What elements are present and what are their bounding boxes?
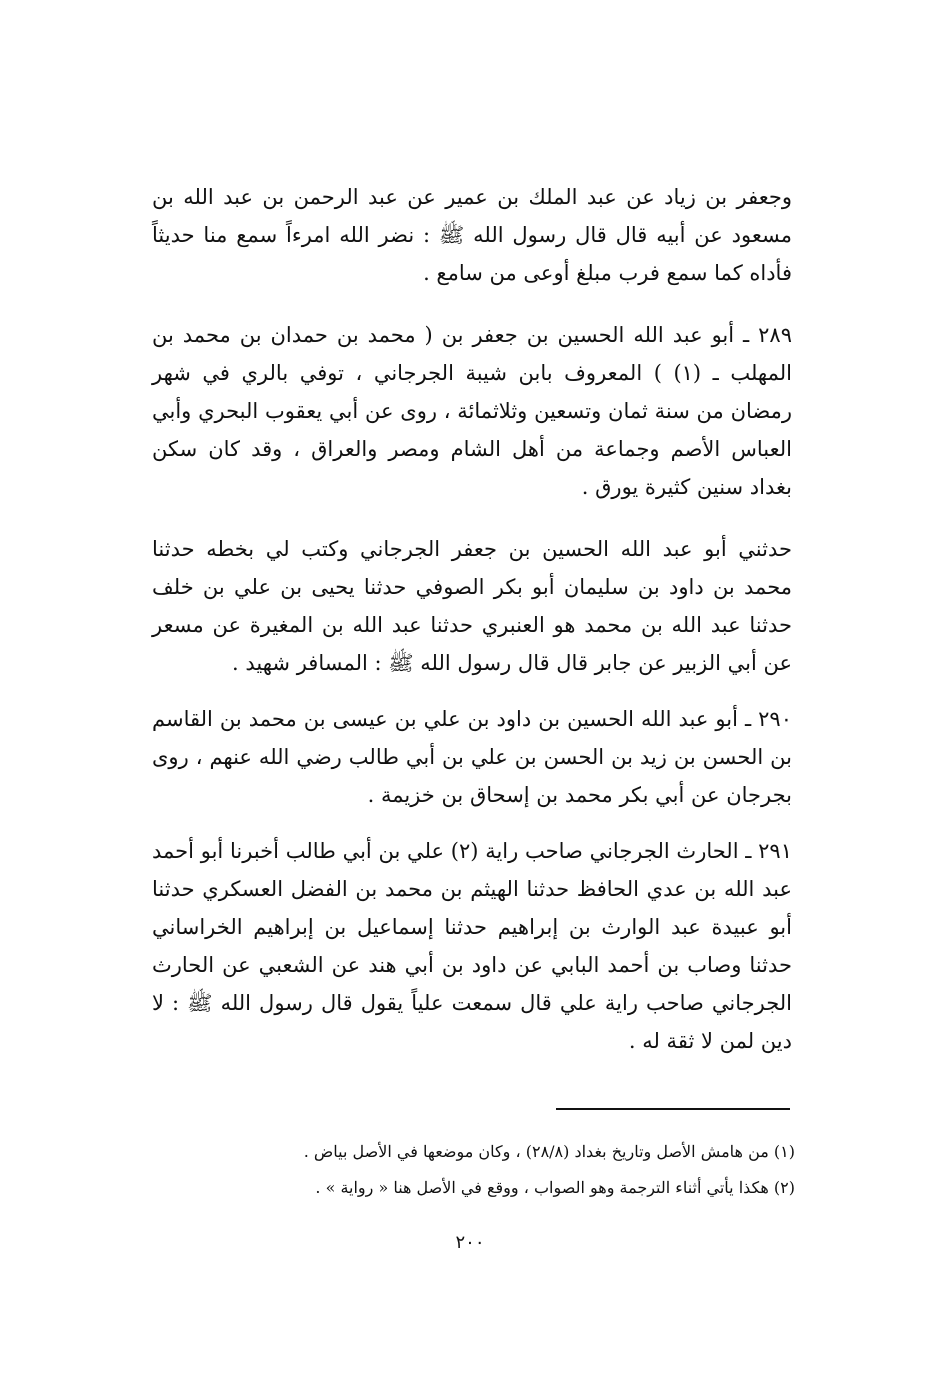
page-number: ٢٠٠ <box>455 1232 485 1253</box>
main-text <box>152 178 792 1060</box>
paragraph-hadith-musafir: حدثني أبو عبد الله الحسين بن جعفر الجرجاني وكتب لي بخطه حدثنا محمد بن داود بن سليمان أبو بكر الصوفي حدثنا يحيى بن علي بن خلف حدثنا عبد الله بن محمد هو العنبري حدثنا عبد الله بن المغيرة عن مسعر عن أبي الزبير عن جابر قال قال رسول الله ﷺ : المسافر شهيد . <box>152 537 792 675</box>
paragraph-entry-290: ٢٩٠ ـ أبو عبد الله الحسين بن داود بن علي بن عيسى بن محمد بن القاسم بن الحسن بن زيد بن الحسن بن علي بن أبي طالب رضي الله عنهم ، روى بجرجان عن أبي بكر محمد بن إسحاق بن خزيمة . <box>152 707 792 807</box>
paragraph-spacer <box>152 292 792 316</box>
footnote-separator <box>556 1108 790 1110</box>
paragraph-spacer <box>152 506 792 530</box>
paragraph-spacer <box>152 682 792 700</box>
footnotes <box>150 1134 795 1206</box>
paragraph-spacer <box>152 814 792 832</box>
paragraph-entry-291: ٢٩١ ـ الحارث الجرجاني صاحب راية (٢) علي بن أبي طالب أخبرنا أبو أحمد عبد الله بن عدي الحافظ حدثنا الهيثم بن محمد بن الفضل العسكري حدثنا أبو عبيدة عبد الوارث بن إبراهيم حدثنا إسماعيل بن إبراهيم الخراساني حدثنا وصاب بن أحمد البابي عن داود بن أبي هند عن الشعبي عن الحارث الجرجاني صاحب راية علي قال سمعت علياً يقول قال رسول الله ﷺ : لا دين لمن لا ثقة له . <box>152 839 792 1053</box>
footnote-2: (٢) هكذا يأتي أثناء الترجمة وهو الصواب ، ووقع في الأصل هنا « رواية » . <box>315 1178 795 1197</box>
footnote-1: (١) من هامش الأصل وتاريخ بغداد (٢٨/٨) ، وكان موضعها في الأصل بياض . <box>303 1142 795 1161</box>
paragraph-entry-289: ٢٨٩ ـ أبو عبد الله الحسين بن جعفر بن ( محمد بن حمدان بن محمد بن المهلب ـ (١) ) المعروف بابن شيبة الجرجاني ، توفي بالري في شهر رمضان من سنة ثمان وتسعين وثلاثمائة ، روى عن أبي يعقوب البحري وأبي العباس الأصم وجماعة من أهل الشام ومصر والعراق ، وقد كان سكن بغداد سنين كثيرة يورق . <box>152 323 792 499</box>
paragraph-hadith-continuation: وجعفر بن زياد عن عبد الملك بن عمير عن عبد الرحمن بن عبد الله بن مسعود عن أبيه قال قال رسول الله ﷺ : نضر الله امرءاً سمع منا حديثاً فأداه كما سمع فرب مبلغ أوعى من سامع . <box>152 185 792 285</box>
